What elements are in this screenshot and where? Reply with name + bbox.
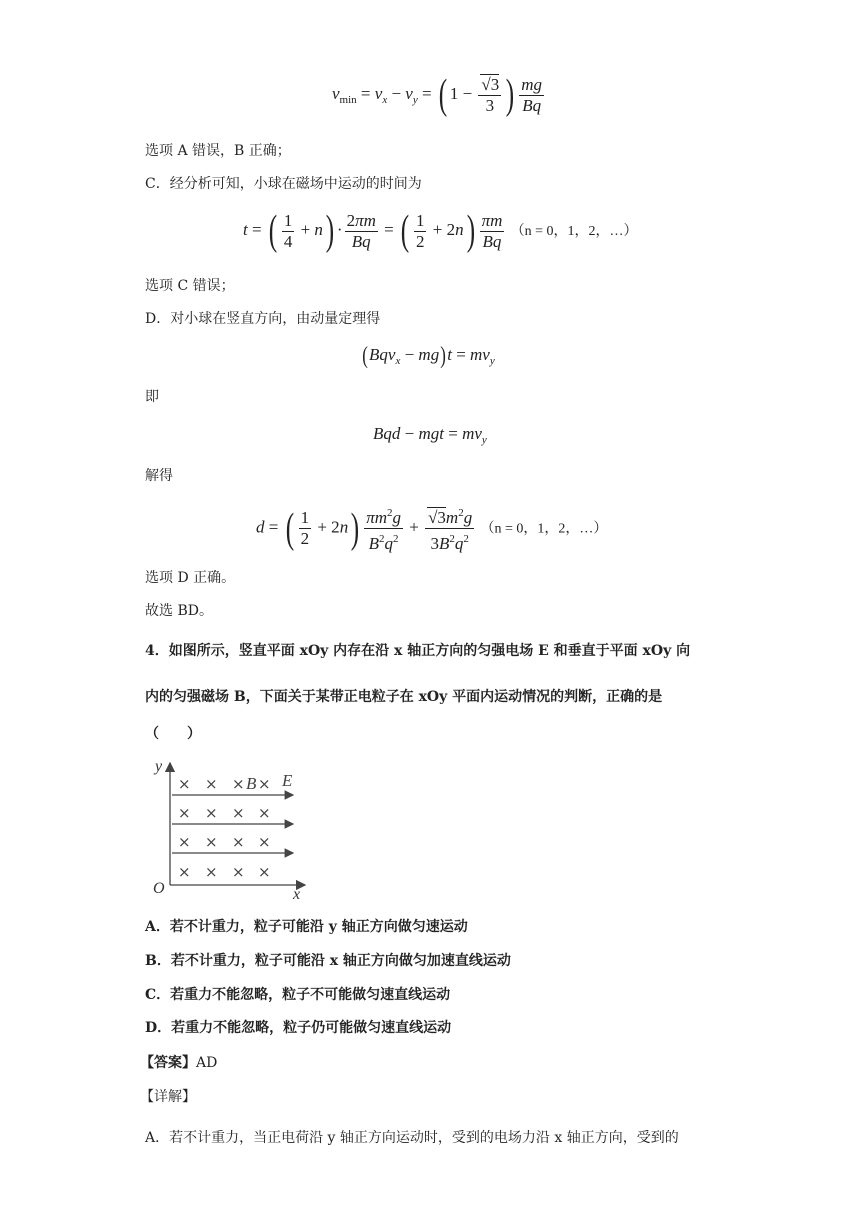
field-b-label: B bbox=[246, 774, 257, 793]
detail-text: A．若不计重力，当正电荷沿 y 轴正方向运动时，受到的电场力沿 x 轴正方向，受到的 bbox=[145, 1130, 679, 1146]
equation-time: t = ( $\frac{1}{4}$ + n) · $\frac{2\pi m}{Bq}$ = ( $\frac{1}{2}$ + 2n) $\frac{\pi m}{Bq}$ （n = 0，1，2，…） bbox=[243, 208, 638, 254]
cross-mark: × bbox=[205, 863, 218, 881]
option-c: C．若重力不能忽略，粒子不可能做匀速直线运动 bbox=[145, 987, 451, 1003]
cross-mark: × bbox=[205, 804, 218, 822]
condition-n-1: （n = 0，1，2，…） bbox=[510, 223, 638, 239]
cross-mark: × bbox=[178, 863, 191, 881]
equation-bqd: Bqd − mgt = $mv_y$ bbox=[373, 424, 487, 446]
cross-mark: × bbox=[258, 804, 271, 822]
option-d: D．若重力不能忽略，粒子仍可能做匀速直线运动 bbox=[145, 1020, 452, 1036]
line-guxuan: 故选 BD。 bbox=[145, 603, 213, 619]
field-e-label: E bbox=[282, 771, 293, 790]
line-d-intro: D．对小球在竖直方向，由动量定理得 bbox=[145, 311, 381, 327]
origin-label: O bbox=[153, 880, 165, 897]
cross-mark: × bbox=[178, 775, 191, 793]
answer-label: 【答案】 bbox=[140, 1055, 196, 1071]
question-line-3: （ ） bbox=[145, 726, 201, 742]
cross-mark: × bbox=[232, 863, 245, 881]
cross-mark: × bbox=[232, 833, 245, 851]
detail-label: 【详解】 bbox=[140, 1089, 196, 1105]
answer-line bbox=[140, 1053, 217, 1073]
cross-mark: × bbox=[258, 833, 271, 851]
line-opt-c: 选项 C 错误； bbox=[145, 278, 235, 294]
equation-vmin: $v_{min} = v_x - v_y$ = ( 1 − $\frac{√3}{3}$ ) $\frac{mg}{Bq}$ bbox=[332, 72, 543, 118]
cross-mark: × bbox=[205, 833, 218, 851]
line-jiede: 解得 bbox=[145, 468, 173, 484]
cross-mark: × bbox=[178, 833, 191, 851]
option-a: A．若不计重力，粒子可能沿 y 轴正方向做匀速运动 bbox=[145, 919, 468, 935]
line-ji: 即 bbox=[145, 389, 159, 405]
cross-mark: × bbox=[258, 863, 271, 881]
line-c-intro: C．经分析可知，小球在磁场中运动的时间为 bbox=[145, 176, 422, 192]
cross-mark: × bbox=[178, 804, 191, 822]
line-opt-ab: 选项 A 错误，B 正确； bbox=[145, 143, 291, 159]
cross-mark: × bbox=[258, 775, 271, 793]
cross-mark: × bbox=[232, 804, 245, 822]
cross-mark: × bbox=[232, 775, 245, 793]
equation-momentum: $(Bqv_x - mg)t = mv_y$ bbox=[362, 343, 495, 369]
axis-y-label: y bbox=[155, 758, 163, 775]
answer-value: AD bbox=[196, 1055, 218, 1071]
option-b: B．若不计重力，粒子可能沿 x 轴正方向做匀加速直线运动 bbox=[145, 953, 511, 969]
field-figure bbox=[145, 757, 325, 902]
cross-mark: × bbox=[205, 775, 218, 793]
equation-d: d = ( $\frac{1}{2}$ + 2n) $\frac{\pi m^2g}{B^2q^2}$ + $\frac{√3m^2g}{3B^2q^2}$ （n = 0，1，2，…） bbox=[256, 503, 607, 554]
condition-n-2: （n = 0，1，2，…） bbox=[480, 521, 608, 537]
question-line-2: 内的匀强磁场 B，下面关于某带正电粒子在 xOy 平面内运动情况的判断，正确的是 bbox=[145, 689, 663, 705]
axis-x-label: x bbox=[293, 886, 301, 902]
question-line-1: 4．如图所示，竖直平面 xOy 内存在沿 x 轴正方向的匀强电场 E 和垂直于平面 xOy 向 bbox=[145, 643, 691, 659]
line-opt-d: 选项 D 正确。 bbox=[145, 570, 236, 586]
